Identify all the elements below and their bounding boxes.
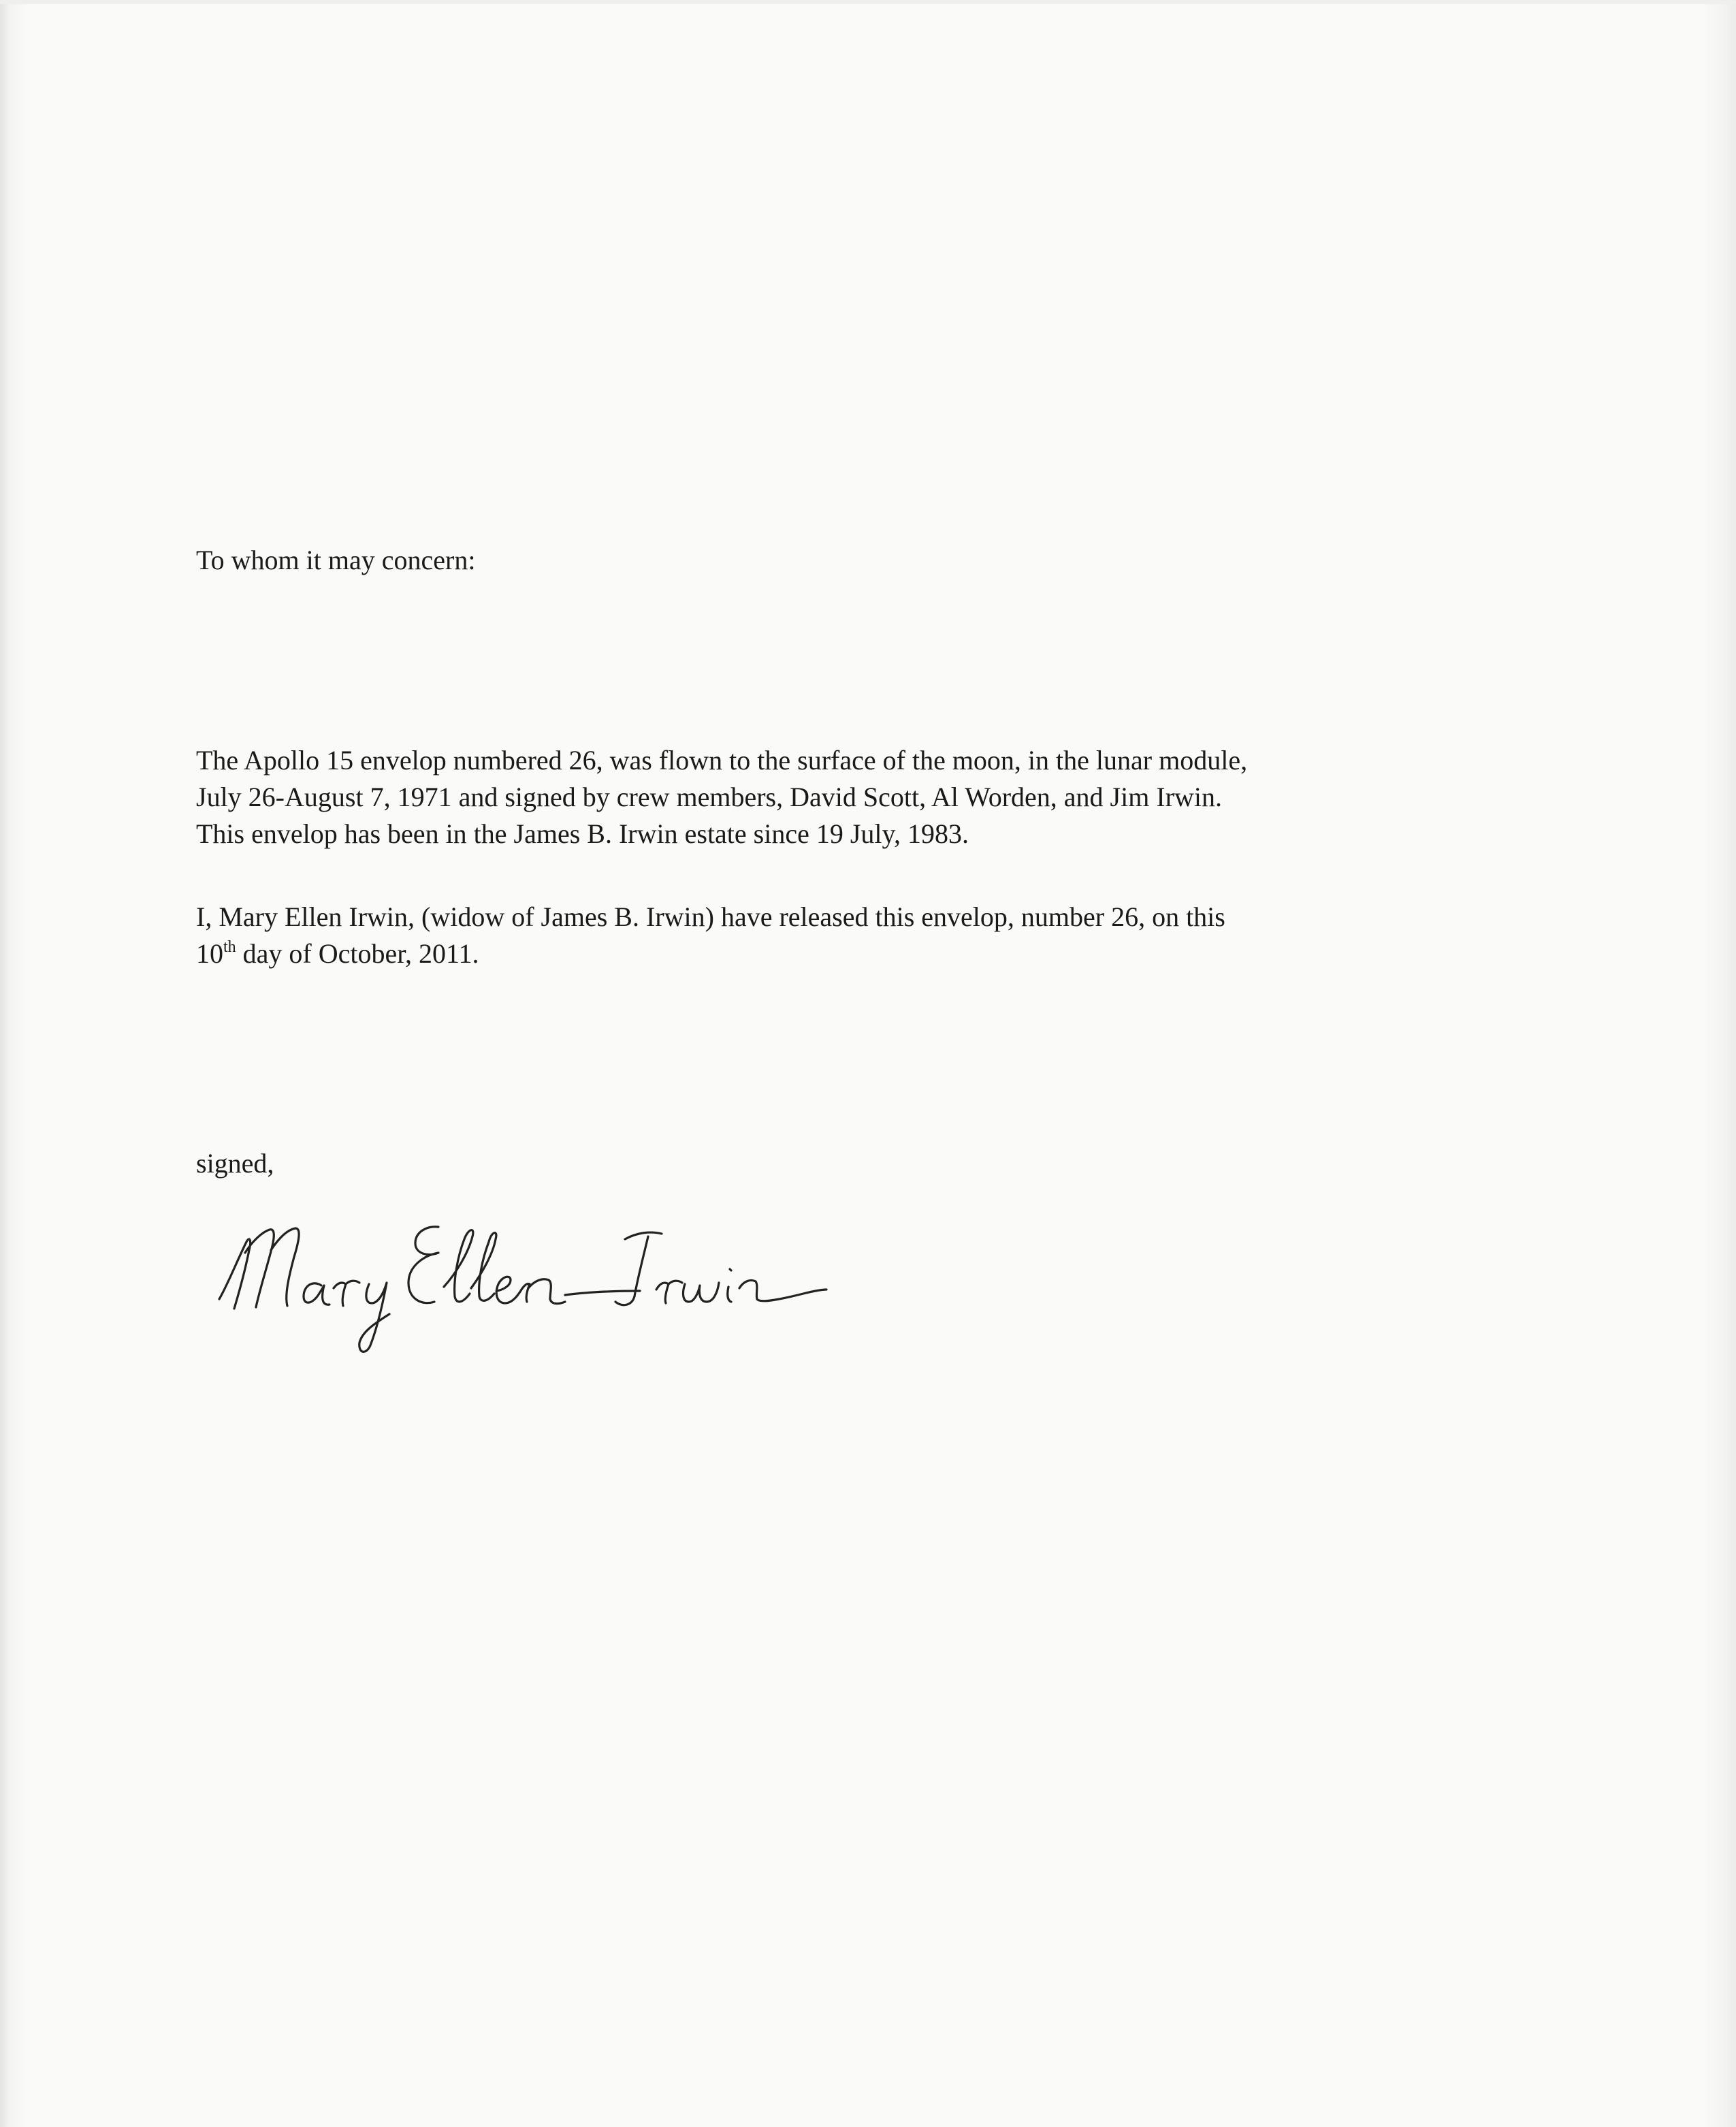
- salutation: To whom it may concern:: [196, 545, 476, 575]
- paragraph-1-line-2: July 26-August 7, 1971 and signed by crew members, David Scott, Al Worden, and Jim Irwin.: [196, 782, 1222, 812]
- paragraph-2-line-1: I, Mary Ellen Irwin, (widow of James B. Irwin) have released this envelop, number 26, on this: [196, 901, 1225, 932]
- paragraph-1-line-3: This envelop has been in the James B. Irwin estate since 19 July, 1983.: [196, 818, 969, 849]
- date-ordinal-suffix: th: [223, 938, 236, 956]
- paragraph-1-line-1: The Apollo 15 envelop numbered 26, was flown to the surface of the moon, in the lunar module,: [196, 745, 1248, 775]
- handwritten-signature: [204, 1212, 831, 1362]
- date-day: 10: [196, 938, 223, 969]
- scan-edge: [0, 0, 1736, 4]
- closing: signed,: [196, 1148, 274, 1179]
- date-rest: day of October, 2011.: [236, 938, 479, 969]
- paragraph-2-line-2: [196, 935, 479, 972]
